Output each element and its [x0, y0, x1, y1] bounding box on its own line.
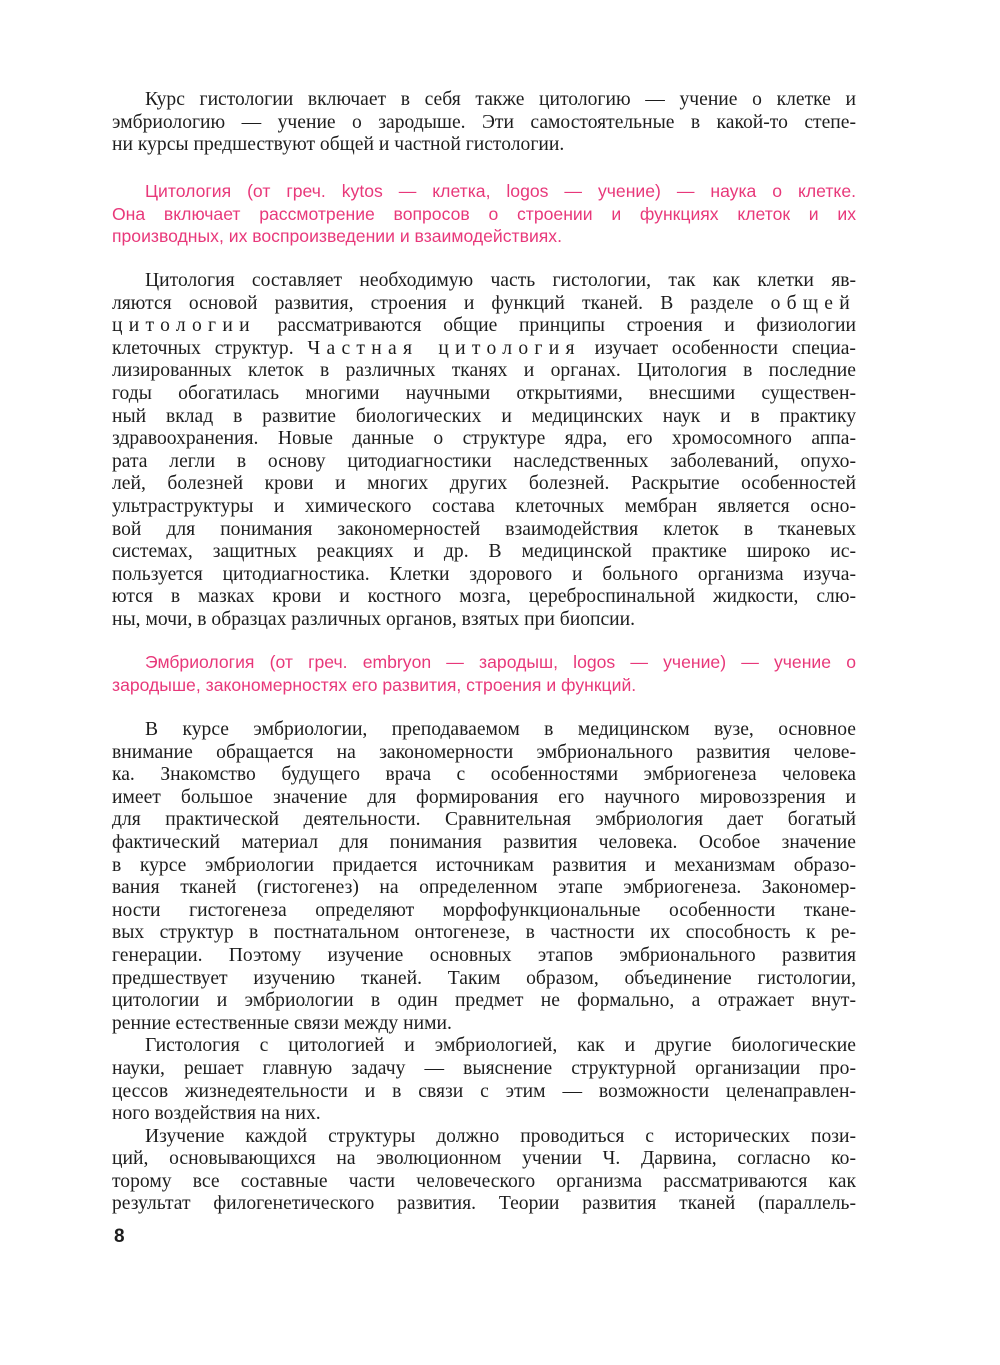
text-line: В курсе эмбриологии, преподаваемом в медицинском вузе, основное: [145, 719, 856, 740]
text-line: для практической деятельности. Сравнительная эмбриология дает богатый: [112, 809, 856, 831]
text-line: результат филогенетического развития. Теории развития тканей (параллель-: [112, 1193, 856, 1215]
text-line: науки, решает главную задачу — выяснение структурной организации про-: [112, 1057, 856, 1079]
emphasis-term: цитологии: [112, 315, 256, 337]
text-line: имеет большое значение для формирования его научного мировоззрения и: [112, 786, 856, 808]
text-line: Цитология составляет необходимую часть гистологии, так как клетки яв-: [145, 270, 856, 291]
text-line: в курсе эмбриологии придается источникам развития и механизмам образо-: [112, 854, 856, 876]
text-line: ный вклад в развитие биологических и медицинских наук и в практику: [112, 405, 856, 427]
text-line: Эмбриология (от греч. embryon — зародыш, logos — учение) — учение о: [145, 652, 856, 672]
text-line: производных, их воспроизведении и взаимодействиях.: [112, 226, 562, 247]
text-line: лизированных клеток в различных тканях и органах. Цитология в последние: [112, 360, 856, 382]
text-fragment: рассматриваются общие принципы строения и физиологии: [277, 315, 856, 337]
text-line: ни курсы предшествуют общей и частной гистологии.: [112, 134, 565, 156]
text-line: здравоохранения. Новые данные о структуре ядра, его хромосомного аппа-: [112, 428, 856, 450]
text-line: ются в мазках крови и костного мозга, цереброспинальной жидкости, слю-: [112, 586, 856, 608]
text-line: генерации. Поэтому изучение основных этапов эмбрионального развития: [112, 944, 856, 966]
text-fragment: ляются основой развития, строения и функций тканей. В разделе: [112, 292, 754, 314]
text-line: ности гистогенеза определяют морфофункциональные особенности ткане-: [112, 899, 856, 921]
text-line: вания тканей (гистогенез) на определенном этапе эмбриогенеза. Закономер-: [112, 877, 856, 899]
paragraph-cytology: [112, 270, 856, 632]
text-line: предшествует изучению тканей. Таким образом, объединение гистологии,: [112, 967, 856, 989]
paragraph-embryology: [112, 719, 856, 1216]
paragraph-intro: [112, 89, 856, 157]
text-line: Цитология (от греч. kytos — клетка, logos — учение) — наука о клетке.: [145, 181, 856, 201]
text-line: внимание обращается на закономерности эмбрионального развития челове-: [112, 741, 856, 763]
definition-cytology: [112, 180, 856, 248]
text-line: Гистология с цитологией и эмбриологией, как и другие биологические: [145, 1035, 856, 1057]
text-line: ны, мочи, в образцах различных органов, взятых при биопсии.: [112, 608, 636, 630]
text-fragment: изучает особенности специа-: [594, 337, 856, 359]
emphasis-term: Частная цитология: [307, 337, 581, 359]
text-line: зародыше, закономерностях его развития, строения и функций.: [112, 674, 637, 695]
text-line: лей, болезней крови и многих других болезней. Раскрытие особенностей: [112, 473, 856, 495]
text-line: ультраструктуры и химического состава клеточных мембран является осно-: [112, 495, 856, 517]
text-line: вой для понимания закономерностей взаимодействия клеток в тканевых: [112, 518, 856, 540]
text-fragment: клеточных структур.: [112, 337, 294, 359]
text-line: эмбриологию — учение о зародыше. Эти самостоятельные в какой-то степе-: [112, 111, 856, 133]
definition-embryology: [112, 651, 856, 696]
text-line: цитологии и эмбриологии в один предмет не формально, а отражает внут-: [112, 990, 856, 1012]
text-line: цессов жизнедеятельности и в связи с этим — возможности целенаправлен-: [112, 1080, 856, 1102]
text-line: пользуется цитодиагностика. Клетки здорового и больного организма изуча-: [112, 563, 856, 585]
text-line: вых структур в постнатальном онтогенезе, в частности их способность к ре-: [112, 922, 856, 944]
page-number: 8: [114, 1226, 125, 1247]
text-line: Она включает рассмотрение вопросов о строении и функциях клеток и их: [112, 203, 856, 224]
text-line: Изучение каждой структуры должно проводиться с исторических пози-: [145, 1125, 856, 1147]
text-line: ренние естественные связи между ними.: [112, 1012, 452, 1034]
text-line: системах, защитных реакциях и др. В медицинской практике широко ис-: [112, 541, 856, 563]
text-line: годы обогатилась многими научными открытиями, внесшими существен-: [112, 382, 856, 404]
text-line: [112, 293, 856, 316]
text-line: ного воздействия на них.: [112, 1103, 321, 1125]
text-line: [112, 338, 856, 361]
text-line: торому все составные части человеческого организма рассматриваются как: [112, 1170, 856, 1192]
emphasis-term: общей: [770, 292, 856, 314]
text-line: ка. Знакомство будущего врача с особенностями эмбриогенеза человека: [112, 764, 856, 786]
text-line: фактический материал для понимания развития человека. Особое значение: [112, 831, 856, 853]
text-line: [112, 315, 856, 338]
text-line: ций, основывающихся на эволюционном учении Ч. Дарвина, согласно ко-: [112, 1148, 856, 1170]
text-line: Курс гистологии включает в себя также цитологию — учение о клетке и: [145, 89, 856, 110]
text-line: рата легли в основу цитодиагностики наследственных заболеваний, опухо-: [112, 450, 856, 472]
